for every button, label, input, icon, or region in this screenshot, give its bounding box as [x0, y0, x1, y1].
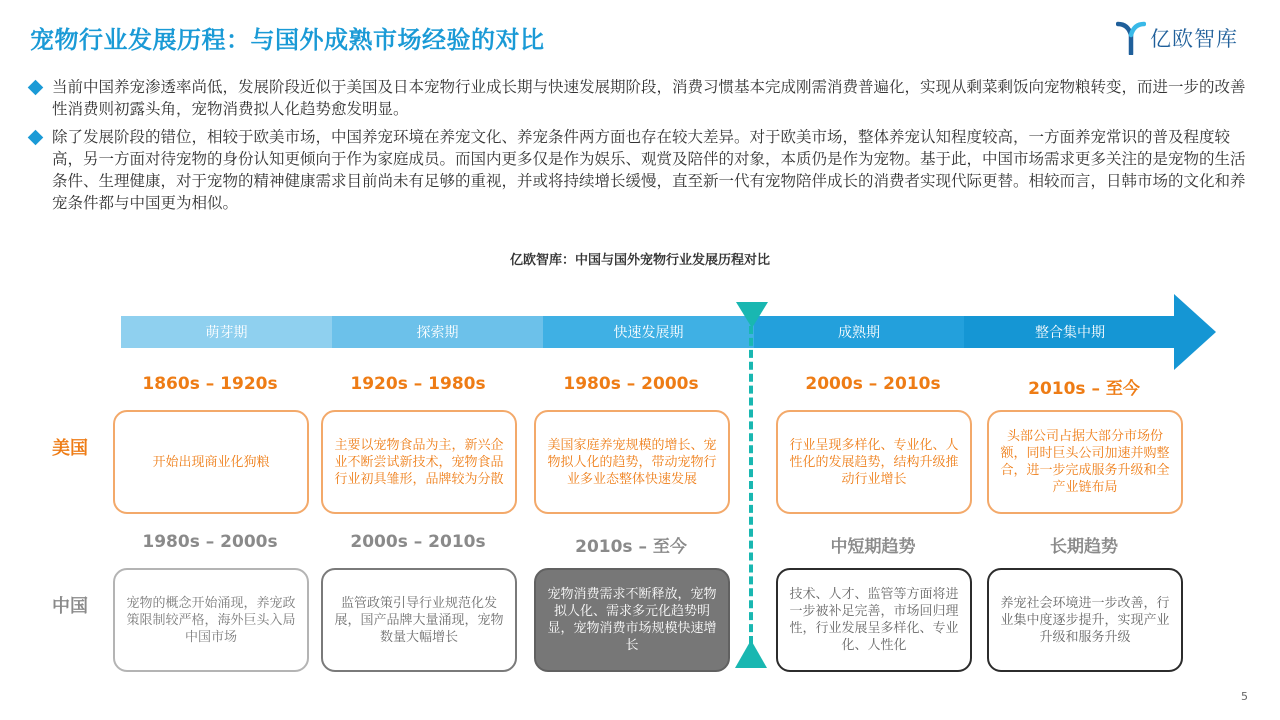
china-period: 2010s – 至今	[575, 537, 687, 557]
china-stage-text: 技术、人才、监管等方面将进一步被补足完善，市场回归理性，行业发展呈多样化、专业化、人性化	[789, 587, 959, 653]
stage-label: 快速发展期	[613, 325, 684, 341]
bullet-text: 除了发展阶段的错位，相较于欧美市场，中国养宠环境在养宠文化、养宠条件两方面也存在较大差异。对于欧美市场，整体养宠认知程度较高，一方面养宠常识的普及程度较高，另一方面对待宠物的身份认知更倾向于作为家庭成员。而国内更多仅是作为娱乐、观赏及陪伴的对象，本质仍是作为宠物。基于此，中国市场需求更多关注的是宠物的生活条件、生理健康，对于宠物的精神健康需求目前尚未有足够的重视，并或将持续增长缓慢，直至新一代有宠物陪伴成长的消费者实现代际更替。相较而言，日韩市场的文化和养宠条件都与中国更为相似。	[52, 128, 1246, 212]
current-marker-bottom-icon	[735, 640, 767, 668]
china-stage-box	[776, 568, 972, 672]
row-label-us: 美国	[52, 438, 88, 459]
us-period: 1860s – 1920s	[142, 374, 278, 394]
stage-label: 萌芽期	[205, 325, 248, 341]
us-stage-text: 头部公司占据大部分市场份额，同时巨头公司加速并购整合，进一步完成服务升级和全产业链布局	[1000, 429, 1170, 495]
logo-text: 亿欧智库	[1150, 27, 1238, 51]
china-stage-box	[113, 568, 309, 672]
bullet-item	[30, 76, 1255, 120]
china-stage-text: 宠物的概念开始涌现，养宠政策限制较严格，海外巨头入局中国市场	[126, 595, 296, 645]
us-stage-text: 开始出现商业化狗粮	[152, 454, 270, 470]
china-period: 长期趋势	[1050, 537, 1118, 557]
us-period: 2010s – 至今	[1028, 379, 1140, 399]
stage-bar-explore	[332, 316, 543, 348]
stage-bar-rapid-growth	[543, 316, 754, 348]
stage-label: 探索期	[416, 325, 459, 341]
current-marker-top-icon	[736, 302, 768, 328]
stage-bar-sprout	[121, 316, 332, 348]
brand-logo	[1116, 16, 1256, 60]
stage-label: 整合集中期	[1035, 325, 1105, 341]
stage-bar-consolidation	[964, 316, 1176, 348]
bullet-item	[30, 126, 1255, 214]
us-stage-text: 美国家庭养宠规模的增长、宠物拟人化的趋势，带动宠物行业多业态整体快速发展	[547, 437, 717, 487]
us-stage-box	[113, 410, 309, 514]
bullet-list	[30, 76, 1255, 220]
bullet-text: 当前中国养宠渗透率尚低，发展阶段近似于美国及日本宠物行业成长期与快速发展期阶段，消费习惯基本完成刚需消费普遍化，实现从剩菜剩饭向宠物粮转变，而进一步的改善性消费则初露头角，宠物消费拟人化趋势愈发明显。	[52, 78, 1246, 118]
china-period: 1980s – 2000s	[142, 532, 278, 552]
stage-label: 成熟期	[838, 325, 880, 341]
us-stage-box	[321, 410, 517, 514]
us-stage-text: 行业呈现多样化、专业化、人性化的发展趋势，结构升级推动行业增长	[789, 437, 959, 487]
stage-bar-mature	[754, 316, 964, 348]
timeline-arrow-icon	[1174, 294, 1216, 370]
us-stage-box	[776, 410, 972, 514]
china-period: 2000s – 2010s	[350, 532, 486, 552]
chart-title: 亿欧智库：中国与国外宠物行业发展历程对比	[509, 253, 770, 268]
page-number: 5	[1241, 690, 1248, 703]
us-stage-text: 主要以宠物食品为主，新兴企业不断尝试新技术，宠物食品行业初具雏形，品牌较为分散	[334, 437, 504, 487]
us-stage-box	[534, 410, 730, 514]
logo-icon	[1116, 21, 1146, 55]
china-stage-box-current	[534, 568, 730, 672]
china-period: 中短期趋势	[830, 537, 916, 557]
us-period: 1920s – 1980s	[350, 374, 486, 394]
china-stage-text: 宠物消费需求不断释放，宠物拟人化、需求多元化趋势明显，宠物消费市场规模快速增长	[547, 587, 717, 653]
page-title: 宠物行业发展历程：与国外成熟市场经验的对比	[30, 26, 545, 54]
china-stage-box	[987, 568, 1183, 672]
diamond-bullet-icon	[28, 130, 44, 146]
row-label-china: 中国	[52, 596, 88, 617]
us-stage-box	[987, 410, 1183, 514]
us-period: 1980s – 2000s	[563, 374, 699, 394]
china-stage-box	[321, 568, 517, 672]
diamond-bullet-icon	[28, 80, 44, 96]
us-period: 2000s – 2010s	[805, 374, 941, 394]
china-stage-text: 养宠社会环境进一步改善，行业集中度逐步提升，实现产业升级和服务升级	[1000, 595, 1170, 645]
china-stage-text: 监管政策引导行业规范化发展，国产品牌大量涌现，宠物数量大幅增长	[334, 595, 504, 645]
current-position-line	[749, 326, 753, 644]
